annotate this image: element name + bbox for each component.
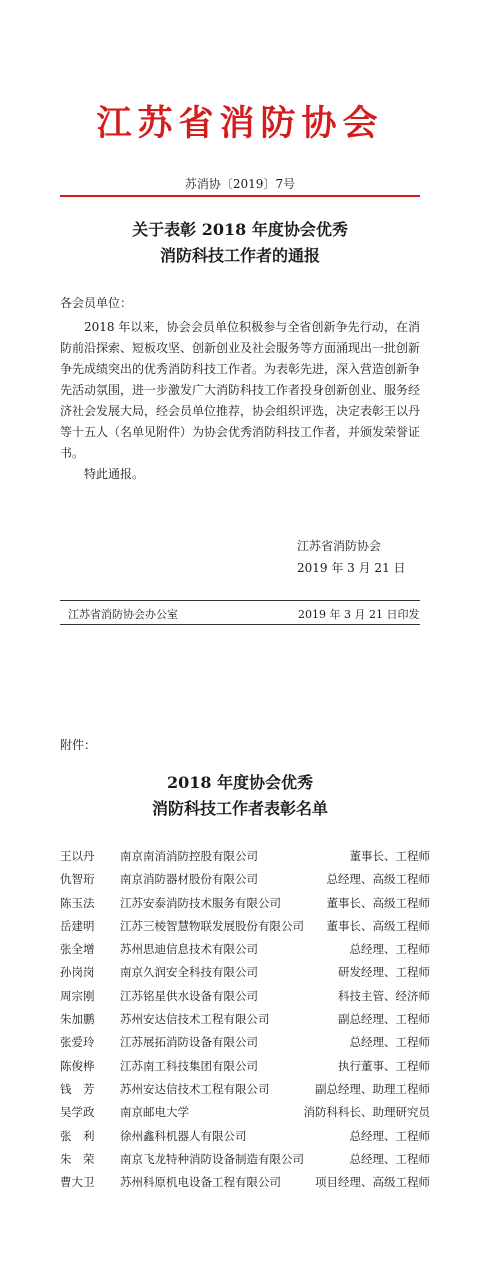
honoree-organization: 徐州鑫科机器人有限公司 (120, 1128, 247, 1143)
list-item (60, 1034, 430, 1057)
honoree-name: 仇智珩 (60, 872, 95, 887)
honoree-name: 张 利 (60, 1128, 95, 1143)
body-paragraph: 2018 年以来，协会会员单位积极参与全省创新争先行动，在消防前沿探索、短板攻坚、创新创业及社会服务等方面涌现出一批创新争先成绩突出的优秀消防科技工作者。为表彰先进，深入营造创新争先活动氛围，进一步激发广大消防科技工作者投身创新创业、服务经济社会发展大局，经会员单位推荐，协会组织评选，决定表彰王以丹等十五人（名单见附件）为协会优秀消防科技工作者，并颁发荣誉证书。 (60, 320, 421, 460)
notice-title-line1: 关于表彰 2018 年度协会优秀 (132, 220, 348, 239)
list-item (60, 941, 430, 964)
honoree-name: 张全增 (60, 942, 95, 957)
honoree-name: 陈俊桦 (60, 1058, 95, 1073)
honoree-position: 总经理、高级工程师 (326, 872, 430, 887)
honoree-organization: 南京久润安全科技有限公司 (120, 965, 258, 980)
attachment-label: 附件： (60, 738, 97, 752)
header-divider (60, 195, 420, 197)
sign-date: 2019 年 3 月 21 日 (297, 561, 406, 575)
honoree-organization: 江苏铭星供水设备有限公司 (120, 988, 258, 1003)
honoree-position: 副总经理、工程师 (338, 1012, 430, 1027)
honoree-name: 陈玉法 (60, 895, 95, 910)
list-item (60, 1104, 430, 1127)
notice-title-line2: 消防科技工作者的通报 (159, 246, 320, 265)
organization-header: 江苏省消防协会 (96, 103, 384, 144)
list-item (60, 988, 430, 1011)
honoree-organization: 苏州科原机电设备工程有限公司 (120, 1175, 281, 1190)
honoree-organization: 苏州安达信技术工程有限公司 (120, 1081, 270, 1096)
list-title-line2: 消防科技工作者表彰名单 (151, 799, 328, 818)
honoree-organization: 江苏安泰消防技术服务有限公司 (120, 895, 281, 910)
footer-top-rule (60, 600, 420, 601)
honoree-position: 总经理、工程师 (349, 1128, 430, 1143)
list-item (60, 1128, 430, 1151)
document-number: 苏消协〔2019〕7号 (184, 177, 296, 191)
honoree-position: 执行董事、工程师 (338, 1058, 430, 1073)
honoree-position: 总经理、工程师 (349, 1035, 430, 1050)
honoree-organization: 苏州思迪信息技术有限公司 (120, 942, 258, 957)
honoree-organization: 南京南消消防控股有限公司 (120, 849, 258, 863)
salutation: 各会员单位： (60, 296, 133, 310)
list-title-line1: 2018 年度协会优秀 (166, 773, 314, 792)
issuing-office: 江苏省消防协会办公室 (68, 608, 178, 621)
list-item (60, 964, 430, 987)
honoree-organization: 南京飞龙特种消防设备制造有限公司 (120, 1151, 304, 1166)
honoree-name: 张爱玲 (60, 1035, 95, 1050)
honoree-position: 董事长、工程师 (349, 849, 430, 863)
list-item (60, 871, 430, 894)
honoree-name: 王以丹 (60, 849, 95, 863)
honoree-name: 吴学政 (60, 1105, 95, 1120)
list-item (60, 1058, 430, 1081)
honoree-list (60, 848, 430, 1197)
honoree-organization: 江苏展拓消防设备有限公司 (120, 1035, 258, 1050)
honoree-position: 总经理、工程师 (349, 1151, 430, 1166)
honoree-name: 岳建明 (60, 918, 95, 933)
list-item (60, 895, 430, 918)
list-item (60, 1081, 430, 1104)
honoree-position: 项目经理、高级工程师 (315, 1175, 430, 1190)
honoree-name: 朱加鹏 (60, 1012, 95, 1027)
list-title (0, 770, 480, 822)
honoree-name: 孙岗岗 (60, 965, 95, 980)
honoree-organization: 江苏三棱智慧物联发展股份有限公司 (120, 918, 304, 933)
notice-title (0, 217, 480, 269)
honoree-name: 曹大卫 (60, 1175, 95, 1190)
honoree-name: 朱 荣 (60, 1151, 95, 1166)
list-item (60, 848, 430, 871)
honoree-organization: 苏州安达信技术工程有限公司 (120, 1012, 270, 1027)
list-item (60, 1174, 430, 1197)
honoree-position: 副总经理、助理工程师 (315, 1081, 430, 1096)
honoree-name: 钱 芳 (60, 1081, 95, 1096)
honoree-position: 总经理、工程师 (349, 942, 430, 957)
honoree-organization: 南京邮电大学 (120, 1105, 189, 1120)
list-item (60, 1151, 430, 1174)
honoree-name: 周宗刚 (60, 988, 95, 1003)
honoree-position: 科技主管、经济师 (338, 988, 430, 1003)
honoree-position: 董事长、高级工程师 (326, 895, 430, 910)
notice-body (60, 317, 420, 485)
list-item (60, 918, 430, 941)
signer: 江苏省消防协会 (297, 539, 382, 553)
honoree-organization: 南京消防器材股份有限公司 (120, 872, 258, 887)
closing-paragraph: 特此通报。 (84, 467, 145, 481)
honoree-position: 研发经理、工程师 (338, 965, 430, 980)
print-date: 2019 年 3 月 21 日印发 (298, 608, 420, 621)
honoree-position: 董事长、高级工程师 (326, 918, 430, 933)
honoree-organization: 江苏南工科技集团有限公司 (120, 1058, 258, 1073)
honoree-position: 消防科科长、助理研究员 (303, 1105, 430, 1120)
list-item (60, 1011, 430, 1034)
footer-bottom-rule (60, 624, 420, 625)
